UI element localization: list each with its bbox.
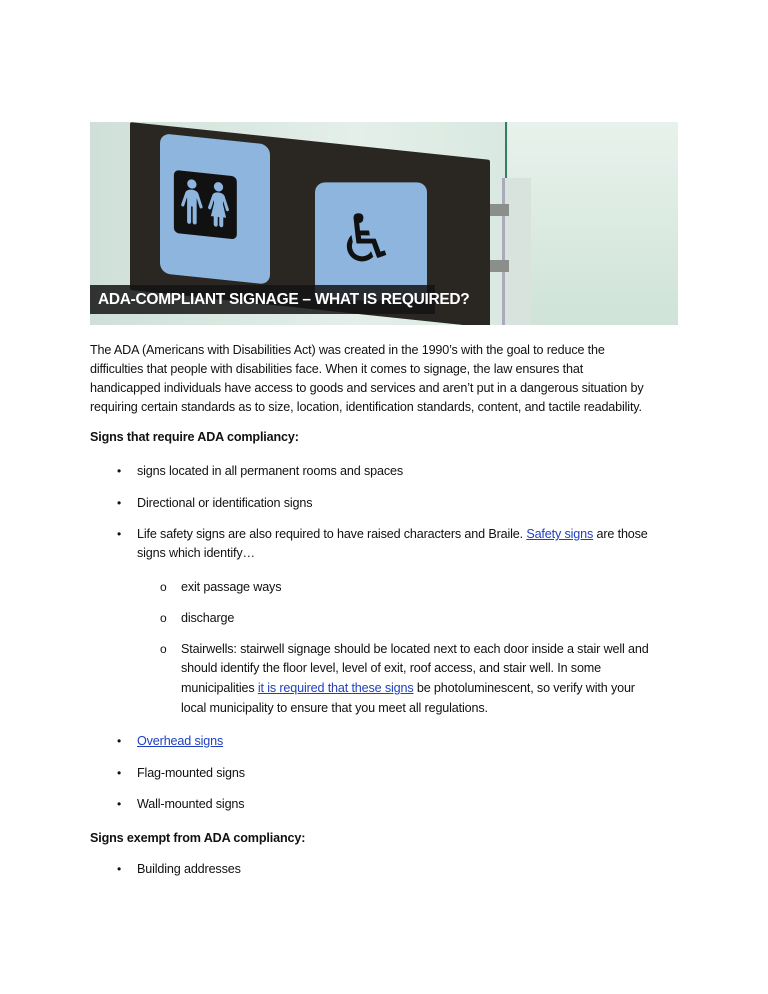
- intro-line: handicapped individuals have access to goods and services and aren’t put in a dangerous situation by: [90, 381, 644, 395]
- sub-list-item-continued: [181, 679, 635, 698]
- list-item: [137, 732, 223, 751]
- sub-bullet-icon: o: [160, 611, 167, 625]
- hanging-wire: [505, 122, 507, 182]
- hero-image: [90, 122, 678, 325]
- hero-banner-title: ADA-COMPLIANT SIGNAGE – WHAT IS REQUIRED?: [90, 285, 435, 314]
- list-item: signs located in all permanent rooms and spaces: [137, 464, 403, 478]
- bullet-icon: •: [117, 734, 122, 748]
- required-signs-link[interactable]: it is required that these signs: [257, 681, 414, 695]
- list-item: Building addresses: [137, 862, 241, 876]
- sign-bracket: [502, 178, 531, 325]
- sub-list-item: exit passage ways: [181, 580, 282, 594]
- list-item-continued: signs which identify…: [137, 546, 255, 560]
- sub-bullet-icon: o: [160, 580, 167, 594]
- list-item-text: Life safety signs are also required to have raised characters and Braile.: [137, 527, 527, 541]
- intro-line: requiring certain standards as to size, location, identification standards, content, and tactile readability.: [90, 400, 642, 414]
- sub-list-item-continued: local municipality to ensure that you meet all regulations.: [181, 701, 488, 715]
- glass-wall: [508, 122, 678, 325]
- wheelchair-icon: ♿︎: [337, 200, 397, 278]
- list-item: Flag-mounted signs: [137, 766, 245, 780]
- sub-list-item-continued: should identify the floor level, level of exit, roof access, and stair well. In some: [181, 661, 601, 675]
- list-item-text: municipalities: [181, 681, 258, 695]
- bullet-icon: •: [117, 496, 122, 510]
- list-item: Directional or identification signs: [137, 496, 313, 510]
- sub-list-item: Stairwells: stairwell signage should be located next to each door inside a stair well and: [181, 642, 649, 656]
- sub-bullet-icon: o: [160, 642, 167, 656]
- intro-line: The ADA (Americans with Disabilities Act) was created in the 1990’s with the goal to reduce the: [90, 343, 605, 357]
- bullet-icon: •: [117, 527, 122, 541]
- section-heading-required: Signs that require ADA compliancy:: [90, 430, 299, 444]
- overhead-signs-link[interactable]: Overhead signs: [137, 734, 224, 748]
- list-item: Wall-mounted signs: [137, 797, 245, 811]
- safety-signs-link[interactable]: Safety signs: [526, 527, 594, 541]
- intro-line: difficulties that people with disabilities face. When it comes to signage, the law ensures that: [90, 362, 584, 376]
- list-item-text: be photoluminescent, so verify with your: [413, 681, 635, 695]
- list-item: [137, 525, 648, 544]
- restroom-sign: [160, 133, 270, 285]
- sub-list-item: discharge: [181, 611, 235, 625]
- section-heading-exempt: Signs exempt from ADA compliancy:: [90, 831, 306, 845]
- bullet-icon: •: [117, 766, 122, 780]
- bullet-icon: •: [117, 797, 122, 811]
- list-item-text: are those: [593, 527, 648, 541]
- bullet-icon: •: [117, 464, 122, 478]
- accessible-sign: [315, 182, 427, 300]
- bracket-bar: [487, 204, 509, 216]
- restroom-icon: 🚻︎: [166, 163, 245, 246]
- bullet-icon: •: [117, 862, 122, 876]
- bracket-bar: [487, 260, 509, 272]
